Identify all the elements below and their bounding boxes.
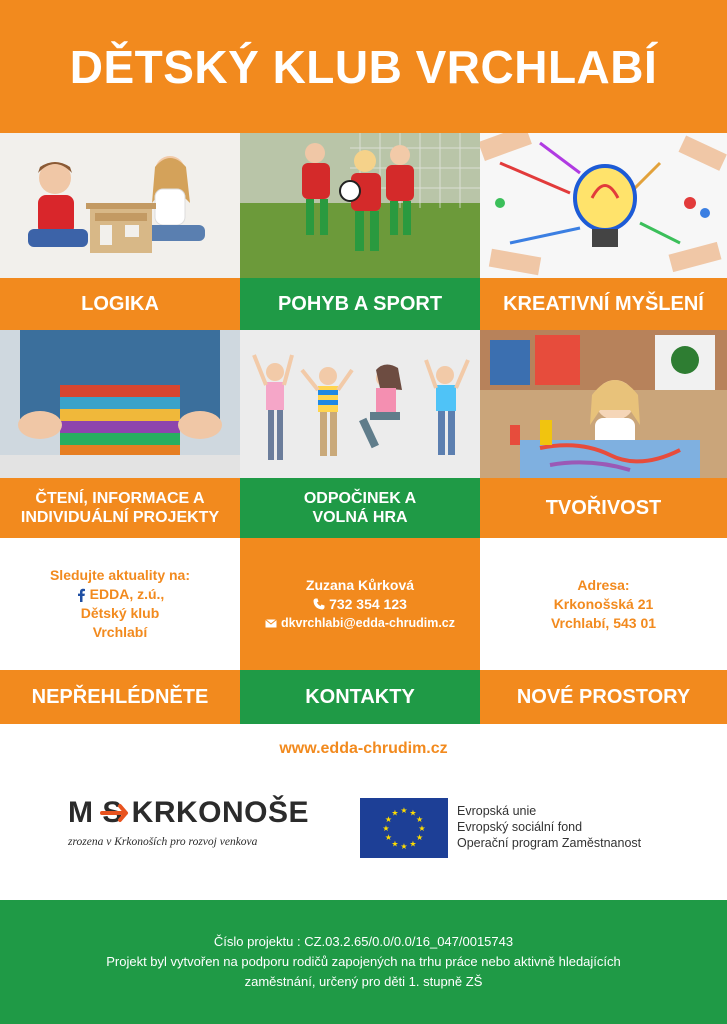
- eu-star-icon: ★: [400, 806, 408, 815]
- label-rest: [240, 478, 480, 538]
- contact-name: Zuzana Kůrková: [305, 576, 415, 593]
- address-info: [480, 538, 727, 670]
- eu-star-icon: ★: [391, 839, 399, 849]
- eu-flag-icon: [360, 798, 448, 858]
- photo-play: [240, 330, 480, 478]
- label-contacts-text: KONTAKTY: [305, 685, 415, 708]
- page-title: DĚTSKÝ KLUB VRCHLABÍ: [69, 40, 658, 93]
- envelope-icon: [265, 619, 277, 628]
- contact-info: [240, 538, 480, 670]
- label-reading-line1: ČTENÍ, INFORMACE A: [35, 490, 205, 507]
- eu-star-icon: ★: [418, 824, 426, 833]
- social-line1: EDDA, z.ú.,: [89, 586, 165, 602]
- footer-project-number: Číslo projektu : CZ.03.2.65/0.0/0.0/16_047/0015743: [213, 934, 514, 949]
- label-reading: [0, 478, 240, 538]
- footer-description-line1: Projekt byl vytvořen na podporu rodičů zapojených na trhu práce nebo aktivně hledajících: [106, 954, 621, 969]
- footer-description-line2: zaměstnání, určený pro děti 1. stupně ZŠ: [244, 974, 483, 989]
- label-creative: [480, 278, 727, 330]
- contact-phone: 732 354 123: [329, 595, 407, 612]
- phone-icon: [313, 598, 325, 610]
- eu-star-icon: ★: [400, 842, 408, 851]
- eu-line1: Evropská unie: [457, 804, 537, 818]
- eu-line2: Evropský sociální fond: [457, 820, 583, 834]
- contact-phone-row[interactable]: [313, 595, 407, 614]
- label-dont-miss: [0, 670, 240, 724]
- footer: [0, 900, 727, 1024]
- eu-star-icon: ★: [409, 839, 417, 849]
- label-logic: [0, 278, 240, 330]
- address-heading: Adresa:: [577, 576, 630, 593]
- label-rest-line1: ODPOČINEK A: [303, 490, 417, 507]
- label-reading-line2: INDIVIDUÁLNÍ PROJEKTY: [20, 509, 220, 526]
- facebook-icon: [76, 588, 86, 602]
- label-new-premises: [480, 670, 727, 724]
- social-line2: Dětský klub: [80, 605, 160, 621]
- mas-logo-name: M S KRKONOŠE: [68, 796, 310, 829]
- photo-logic: [0, 133, 240, 278]
- header-banner: [0, 0, 727, 133]
- label-sport-text: POHYB A SPORT: [277, 292, 443, 315]
- eu-star-icon: ★: [382, 824, 390, 833]
- eu-line3: Operační program Zaměstnanost: [457, 836, 642, 850]
- photo-reading: [0, 330, 240, 478]
- mas-logo-tagline: zrozena v Krkonoších pro rozvoj venkova: [68, 836, 258, 848]
- photo-sport: [240, 133, 480, 278]
- label-creativity-text: TVOŘIVOST: [545, 496, 662, 519]
- label-dont-miss-text: NEPŘEHLÉDNĚTE: [31, 685, 209, 708]
- eu-star-icon: ★: [391, 808, 399, 818]
- mas-logo-arrow-icon: [100, 802, 134, 824]
- eu-star-icon: ★: [384, 815, 392, 824]
- social-line3: Vrchlabí: [92, 624, 148, 640]
- eu-star-icon: ★: [416, 833, 424, 842]
- social-facebook-row[interactable]: [76, 585, 165, 604]
- label-sport: [240, 278, 480, 330]
- label-creativity: [480, 478, 727, 538]
- label-new-premises-text: NOVÉ PROSTORY: [516, 685, 691, 708]
- label-creative-text: KREATIVNÍ MYŠLENÍ: [503, 292, 704, 315]
- photo-creativity: [480, 330, 727, 478]
- social-info: [0, 538, 240, 670]
- eu-star-icon: ★: [416, 815, 424, 824]
- label-contacts: [240, 670, 480, 724]
- eu-star-icon: ★: [384, 833, 392, 842]
- label-logic-text: LOGIKA: [81, 292, 159, 315]
- photo-creative: [480, 133, 727, 278]
- eu-star-icon: ★: [409, 808, 417, 818]
- website-link[interactable]: [0, 734, 727, 764]
- contact-email-row[interactable]: [265, 614, 455, 633]
- eu-text-block: [457, 803, 697, 859]
- website-text: www.edda-chrudim.cz: [279, 740, 448, 757]
- contact-email: dkvrchlabi@edda-chrudim.cz: [280, 615, 456, 630]
- address-street: Krkonošská 21: [553, 595, 654, 612]
- social-heading: Sledujte aktuality na:: [49, 567, 191, 583]
- label-rest-line2: VOLNÁ HRA: [312, 509, 408, 526]
- mas-krkonose-logo: [60, 790, 320, 860]
- address-city: Vrchlabí, 543 01: [550, 614, 657, 631]
